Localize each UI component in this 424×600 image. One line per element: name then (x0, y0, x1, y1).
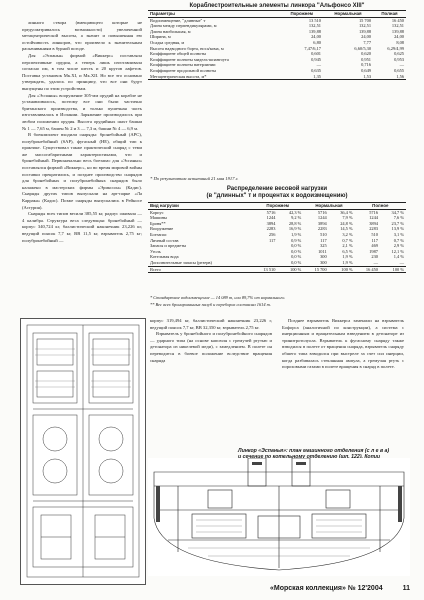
table1-title: Кораблестроительные элементы линкора "Альфонсо XIII" (189, 3, 365, 9)
paragraph: В боекомплект входили снаряды: бронебойный (АРС), полубронебойный (SAP), фугасный (HE), общий тип к практике. Существовал также практический снаряд с теми же массогабаритными характеристиками, что и бронебойный. Первоначально весь боезапас для «Эспаньи» поставлялся фирмой «Виккерс», но во время мировой войны поставки прекратились, и позднее производство снарядов для бронебойных и полубронебойных снарядов было налажено в мастерских фирмы «Эрикссон» (Кадис). Снаряды других типов выпускали на арт-парке «Ла Каррака» (Кадис). Позже снаряды выпускались в Рейносе (Астурия). (22, 132, 142, 210)
table-cell: 3894 (266, 220, 276, 226)
caption-line: Линкор «Эспанья»: план машинного отделения (с л е в а) (238, 448, 390, 454)
table-cell: 36,4 % (340, 209, 353, 215)
table2-title-line: (в "длинных" т и процентах к водоизмещению) (206, 193, 348, 199)
table-cell: 24,00 (311, 34, 321, 40)
table-cell: 24,8 % (340, 220, 353, 226)
table-cell: 6,5 % (342, 248, 353, 254)
table-cell: 0,716 (361, 62, 372, 68)
table-cell: 139,88 (308, 28, 321, 34)
boiler-room-section-drawing (148, 458, 410, 576)
table-row (148, 74, 406, 80)
table-cell: 0,0 % (291, 243, 302, 249)
table-cell: 0,649 (361, 67, 372, 73)
table-header: Вид нагрузки (148, 203, 252, 210)
table-cell: 0,0 % (291, 259, 302, 265)
table2-footnote: ** Вес всех бронированных палуб и переборок составлял 1614 т. (150, 302, 271, 307)
table-cell: 2283 (266, 226, 276, 232)
table-cell: Броня** (150, 220, 166, 226)
journal-name: «Морская коллекция» № 12'2004 (270, 585, 383, 592)
table-cell: 1,9 % (291, 231, 302, 237)
table-cell: 117 (268, 237, 276, 243)
table-cell: 15 700 (358, 17, 372, 23)
table-cell: Котельная вода (150, 254, 179, 260)
table-cell: Дополнительные запасы (резерв) (150, 259, 212, 265)
table2-title (148, 186, 406, 200)
table-cell: 132,51 (358, 23, 372, 29)
table-cell: 5716 (317, 209, 327, 215)
table-cell: 34,7 % (391, 209, 404, 215)
table-cell: Вооружение (150, 226, 174, 232)
table-cell: 3894 (317, 220, 327, 226)
table-cell: — (373, 259, 378, 265)
table-cell: 8,08 (396, 39, 404, 45)
table-cell: Осадка средняя, м (150, 39, 185, 45)
table-cell: Машины (150, 215, 167, 221)
table-cell: 0,7 % (342, 237, 353, 243)
table-cell: 0,0 % (291, 254, 302, 260)
table-cell: Длина наибольшая, м (150, 28, 191, 34)
table2-footnote: * Стандартное водоизмещение — 14 089 т, или 89,7% от нормального. (150, 295, 286, 300)
table-cell: Ширина, м (150, 34, 171, 40)
table-cell: 1,35 (281, 74, 323, 80)
paragraph: корпус 319,494 кг, баллистический наконечник 23,226 г, ведущий поясок 7,7 кг, ВВ 32,350 кг, взрыватель 2,75 кг. (150, 318, 272, 330)
table-cell: 0,945 (311, 56, 321, 62)
table-cell: 2283 (317, 226, 327, 232)
table-cell: — (316, 62, 321, 68)
table-cell: 325 (320, 243, 327, 249)
table-cell: Метацентрическая высота, м* (148, 74, 281, 80)
table-cell: 24,00 (394, 34, 404, 40)
table-cell: 1,9 % (342, 254, 353, 260)
table-cell: 510 (371, 231, 378, 237)
table-cell: 42,3 % (288, 209, 302, 215)
table-cell: 6,29/4,99 (387, 45, 404, 51)
table-cell: 1,56 (373, 74, 406, 80)
table-cell: Корпус (150, 209, 164, 215)
table-cell: 7,9 % (342, 215, 353, 221)
ship-elements-table (148, 10, 406, 80)
table-cell: 0,953 (394, 56, 404, 62)
table-cell: Коэффициент полноты мидель-шпангоута (150, 56, 229, 62)
table-cell: Длина между перпендикулярами, м (150, 23, 217, 29)
paragraph: Взрыватель у бронебойного и полубронебойного снарядов — ударного типа (на основе капсюля с гремучей ртутью и детонатора из никелевой меди), с замедлением. В полете он переводится в боевое положение вследствие вращения снаряда (150, 331, 272, 363)
table-cell: Личный состав (150, 237, 179, 243)
table-cell: 510 (320, 231, 327, 237)
table-cell: 3894 (369, 220, 378, 226)
table-cell: 230 (371, 254, 378, 260)
table-cell: 13 510 (308, 17, 321, 23)
table-cell: 300 (320, 254, 327, 260)
table-cell: 0,951 (361, 56, 372, 62)
table-cell: 23,7 % (391, 220, 404, 226)
table-cell: 1244 (317, 215, 327, 221)
table-cell: 7,6 % (393, 215, 404, 221)
table-cell: 1244 (369, 215, 378, 221)
paragraph: Для «Эспанья» вооружение 305-мм орудий на корабле не устанавливалось, поэтому все они были частично британского производства, и только пушечная часть изготавливалась в Испании. Заряжение производилось при любом положении орудия. Высота орудийных шахт башни № 1 — 7,65 м, башен № 2 и 3 — 7,3 м, башни № 4 — 6,9 м. (22, 92, 142, 131)
table-header: Порожнем (281, 11, 323, 18)
table-header: Параметры (148, 11, 281, 18)
table-header: Нормальная (303, 203, 354, 210)
table-cell: — (399, 259, 404, 265)
table-cell: 7,77 (363, 39, 372, 45)
table-cell: 0,7 % (393, 237, 404, 243)
table-cell: 0,625 (394, 51, 404, 57)
table-cell: 1,9 % (342, 259, 353, 265)
table-cell: 117 (371, 237, 378, 243)
paragraph: линного створа (вмещающего которые не предусматривалось возможности) увеличенной метацентрической высоты, а значит и повышенная ею остойчивость линкоров, что произвело к значительным раскачиваниям в бурной погоде. (22, 20, 142, 52)
table-header: Порожнем (252, 203, 303, 210)
table-cell: 15 700 (303, 266, 328, 273)
middle-text-column (150, 318, 272, 446)
table-cell: 100 % (329, 266, 355, 273)
table-cell: 469 (371, 243, 378, 249)
table-cell: 132,51 (391, 23, 404, 29)
table-cell: 3,2 % (342, 231, 353, 237)
table-cell: 6,80 (313, 39, 321, 45)
table-cell: 300 (320, 259, 327, 265)
table-cell: 14,5 % (340, 226, 353, 232)
page-footer (270, 585, 410, 592)
table-cell: 1987 (369, 248, 378, 254)
table-cell: 7,47/6,17 (304, 45, 321, 51)
page-number: 11 (402, 585, 410, 592)
table1-note: * По результатам испытаний 21 мая 1917 г. (150, 176, 239, 181)
table-cell: 2,9 % (393, 243, 404, 249)
weight-distribution-table (148, 202, 406, 273)
table-header: Полное (355, 203, 406, 210)
table-cell: 139,88 (358, 28, 372, 34)
table-cell: 0,601 (311, 51, 321, 57)
table-cell: 1011 (318, 248, 327, 254)
table-header: Нормальная (323, 11, 373, 18)
table-cell: 0,635 (311, 67, 321, 73)
table-cell: 100 % (380, 266, 406, 273)
table-cell: 5716 (369, 209, 378, 215)
table-cell: Коэффициент общей полноты (150, 51, 207, 57)
table-cell: 9,2 % (291, 215, 302, 221)
paragraph: Для «Эспанья» фирмой «Виккерс» поставляла перспективные орудия, а теперь лишь изготавливала согласно им, в том числе шесть и 20 кругов лафетов. Поставка установок Мк.XI, и Мк.XII. Но все это основано утверждать, удалось по принципу, что все они будут выпущены по этим устройствам. (22, 52, 142, 91)
table-cell: 132,51 (308, 23, 321, 29)
table-cell: Коэффициент продольной полноты (150, 67, 217, 73)
table-cell: 5716 (266, 209, 276, 215)
table-cell: 2,1 % (342, 243, 353, 249)
table-cell: 0,620 (361, 51, 372, 57)
table-row (148, 266, 406, 273)
table-cell: Всего (148, 266, 252, 273)
table-cell: 139,88 (391, 28, 404, 34)
table-cell: 3,1 % (393, 231, 404, 237)
table-cell: Водоизмещение, "длинные" т (150, 17, 206, 23)
table-cell: 0,655 (394, 67, 404, 73)
table-cell: 0,0 % (291, 248, 302, 254)
table-cell: 16 450 (391, 17, 404, 23)
table-cell: 16,9 % (288, 226, 302, 232)
table-cell: Уголь (150, 248, 161, 254)
left-text-column (22, 20, 142, 318)
table-cell: 13,9 % (391, 226, 404, 232)
table-cell: Боезапас (150, 231, 167, 237)
table-cell: 2283 (369, 226, 378, 232)
table-cell: 6,60/5,30 (354, 45, 372, 51)
table-cell: 117 (320, 237, 327, 243)
right-text-column (282, 318, 404, 446)
table-cell: 12,1 % (391, 248, 404, 254)
table-cell: 24,00 (361, 34, 372, 40)
table-cell: Высота надводного борта, носа/кома, м (150, 45, 224, 51)
table-cell: 256 (268, 231, 276, 237)
table-cell: 1,53 (323, 74, 373, 80)
table-cell: 1,4 % (393, 254, 404, 260)
table-cell: 16 450 (355, 266, 380, 273)
table2-title-line: Распределение весовой нагрузки (226, 186, 328, 192)
paragraph: Снаряды всех типов весили 385,55 кг, радиус оживала — 4 калибра. Структура веса следующая: бронебойный — корпус 340,724 кг, баллистический наконечник 23,226 кг, ведущий поясок 7,7 кг, ВВ 11,5 кг, взрыватель 2,75 кг; полубронебойный — (22, 211, 142, 243)
table-cell: — (399, 62, 404, 68)
table-cell: 13 510 (252, 266, 277, 273)
table-cell: Коэффициент полноты ватерлинии (150, 62, 216, 68)
table-header: Полная (373, 11, 406, 18)
table-cell: Запасы и предметы (150, 243, 187, 249)
paragraph: Позднее взрыватель Виккерса заменили на взрыватель Бофорса (аналогичной по конструкции), а система с инерционным и вращательным взведением в детонаторе из тринитротолуола. Взрыватель к фугасному снаряду также взводился в полете от вращения снаряда, взрыватель снаряду обшего типа взводился при выстреле за счет сил инерции, когда разбивалась стеклянная ампула, а гремучая ртуть с пороховыми газами в полете вращения в снаряд в полете. (282, 318, 404, 370)
engine-room-plan-drawing (20, 318, 146, 585)
table-cell: 0,9 % (291, 237, 302, 243)
table-cell: 100 % (277, 266, 303, 273)
table-cell: 1244 (266, 215, 276, 221)
table-cell: 28,8 % (288, 220, 302, 226)
